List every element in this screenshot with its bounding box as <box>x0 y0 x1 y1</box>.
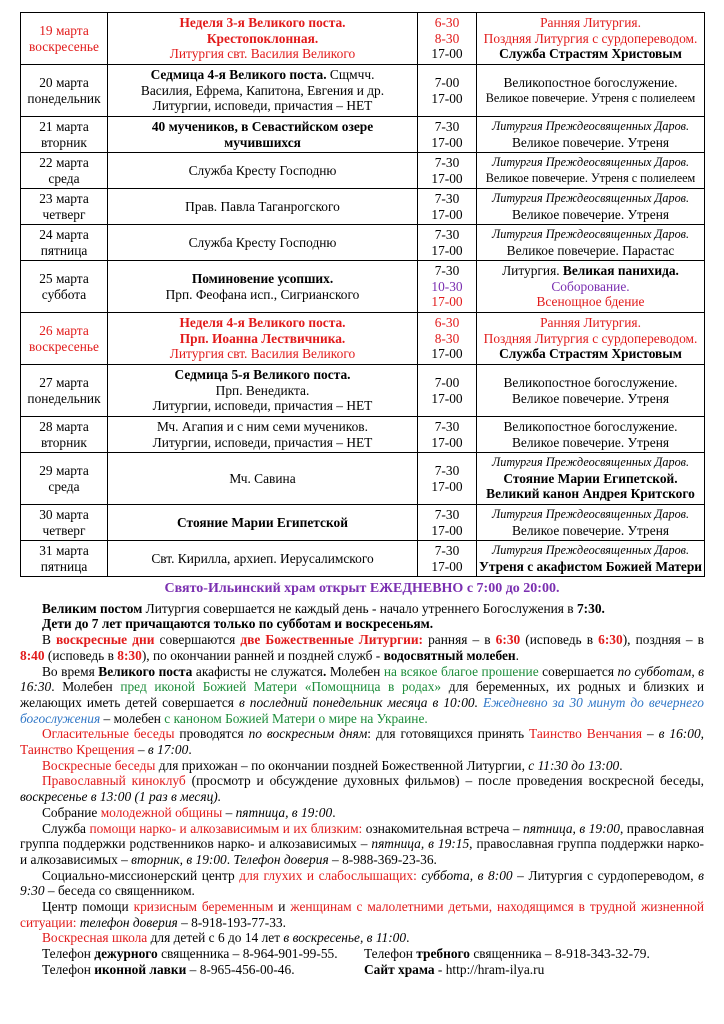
text-run: кризисным беременным <box>133 899 274 915</box>
text-run: в 9:30 <box>20 867 704 899</box>
service-cell <box>477 153 705 189</box>
service-line: Литургия Преждеосвященных Даров. <box>491 118 690 133</box>
announcement-paragraph <box>20 868 704 899</box>
feast-line: Литургия свт. Василия Великого <box>169 46 356 62</box>
schedule-row <box>21 117 705 153</box>
announcement-paragraph <box>20 616 704 632</box>
text-run: В <box>42 632 57 648</box>
text-run: Дети до 7 лет причащаются только по субботам и воскресеньям. <box>42 616 434 632</box>
service-line: Служба Страстям Христовым <box>499 46 682 62</box>
announcement-paragraph <box>20 726 704 757</box>
service-cell <box>477 365 705 417</box>
text-run: . <box>619 757 623 773</box>
date-line: 29 марта <box>39 462 89 478</box>
time-line: 8-30 <box>434 330 460 346</box>
date-line: среда <box>48 478 80 494</box>
time-line: 17-00 <box>431 242 463 258</box>
date-cell <box>21 505 108 541</box>
feast-line: Свт. Кирилла, архиеп. Иерусалимского <box>151 550 374 566</box>
text-run: , православная группа поддержки родственников нарко- и алкозависимых – <box>20 820 705 852</box>
date-line: 25 марта <box>39 270 89 286</box>
text-run: для глухих и слабослышащих: <box>239 867 417 883</box>
date-line: 30 марта <box>39 506 89 522</box>
date-line: среда <box>48 170 80 186</box>
date-line: 20 марта <box>39 74 89 90</box>
feast-line: 40 мучеников, в Севастийском озере <box>151 118 374 134</box>
text-run: Ежедневно за 30 минут до вечернего богослужения <box>20 694 704 726</box>
text-run: воскресные дни <box>56 632 155 648</box>
feast-line: Неделя 4-я Великого поста. <box>179 315 346 331</box>
phone-duty-priest <box>20 946 364 962</box>
service-line: Великопостное богослужение. <box>503 374 678 390</box>
service-line: Стояние Марии Египетской. <box>503 470 678 486</box>
service-cell <box>477 453 705 505</box>
feast-cell <box>108 417 418 453</box>
service-line: Великое повечерие. Утреня <box>511 390 670 406</box>
schedule-row <box>21 453 705 505</box>
service-cell <box>477 189 705 225</box>
service-cell <box>477 117 705 153</box>
feast-line: Неделя 3-я Великого поста. <box>179 15 346 31</box>
text-run: Огласительные беседы <box>42 726 175 742</box>
feast-line: Стояние Марии Египетской <box>177 514 348 530</box>
time-line: 17-00 <box>431 90 463 106</box>
feast-line: Поминовение усопших. <box>191 270 334 286</box>
service-cell <box>477 13 705 65</box>
text-run: вторник, в 19:00 <box>131 851 227 867</box>
service-line: Литургия Преждеосвященных Даров. <box>491 506 690 521</box>
date-line: 22 марта <box>39 154 89 170</box>
feast-line-rest: Сщмчч. <box>326 67 375 83</box>
time-line: 7-00 <box>434 374 460 390</box>
text-run: 6:30 <box>495 632 521 648</box>
text-run: Служба <box>42 820 90 836</box>
schedule-row <box>21 153 705 189</box>
time-cell <box>418 65 477 117</box>
phones-row-1 <box>20 946 704 962</box>
text-run: – беседа со священником. <box>44 883 195 899</box>
announcement-paragraph <box>20 821 704 868</box>
text-run: Центр помощи <box>42 899 134 915</box>
feast-line: Прп. Иоанна Лествичника. <box>179 330 346 346</box>
text-run: Литургия совершается не каждый день - начало утреннего Богослужения в <box>142 600 577 616</box>
text-run: пятница, в 19:15 <box>371 836 470 852</box>
text-run: иконной лавки <box>94 961 187 977</box>
time-cell <box>418 117 477 153</box>
text-run: Таинство Венчания <box>529 726 643 742</box>
text-run: Телефон доверия <box>233 851 329 867</box>
announcements <box>20 601 704 946</box>
text-run: ранняя – в <box>423 632 496 648</box>
time-line: 17-00 <box>431 390 463 406</box>
service-line: Великое повечерие. Утреня с полиелеем <box>485 90 696 105</box>
schedule-row <box>21 261 705 313</box>
feast-cell <box>108 453 418 505</box>
date-line: 24 марта <box>39 226 89 242</box>
text-run: на всякое благое прошение <box>383 663 539 679</box>
text-run: женщинам с малолетними детьми, находящимся в трудной жизненной ситуации: <box>20 899 704 930</box>
feast-line: Седмица 5-я Великого поста. <box>174 367 351 383</box>
service-line: Ранняя Литургия. <box>540 315 641 331</box>
text-run: . <box>188 742 192 758</box>
date-cell <box>21 189 108 225</box>
feast-cell <box>108 225 418 261</box>
text-run: Во время <box>42 663 99 679</box>
text-run: священника – 8-918-343-32-79. <box>469 946 650 962</box>
text-run: совершаются <box>154 632 241 648</box>
date-cell <box>21 541 108 577</box>
date-cell <box>21 153 108 189</box>
date-line: воскресенье <box>29 338 99 354</box>
time-line: 17-00 <box>431 346 463 362</box>
time-line: 7-30 <box>434 263 460 279</box>
text-run: (просмотр и обсуждение духовных фильмов) – после проведения воскресной беседы, <box>185 773 704 789</box>
text-run: с каноном Божией Матери о мире на Украине. <box>164 710 428 726</box>
schedule-body <box>21 13 705 577</box>
service-line: Литургия Преждеосвященных Даров. <box>491 190 690 205</box>
date-cell <box>21 65 108 117</box>
time-cell <box>418 365 477 417</box>
time-line: 7-30 <box>434 118 460 134</box>
service-line: Великое повечерие. Парастас <box>506 242 675 258</box>
text-run: молодежной общины <box>100 804 223 820</box>
date-line: 28 марта <box>39 418 89 434</box>
text-run: – <box>134 742 148 758</box>
text-run: – Литургия с сурдопереводом, <box>512 867 699 883</box>
feast-line: Литургии, исповеди, причастия – НЕТ <box>152 98 373 114</box>
time-line: 8-30 <box>434 30 460 46</box>
phone-icon-shop <box>20 962 364 978</box>
date-cell <box>21 13 108 65</box>
text-run: проводятся <box>174 726 249 742</box>
text-run: . <box>226 851 234 867</box>
announcement-paragraph <box>20 758 704 774</box>
text-run: и <box>273 899 291 915</box>
time-cell <box>418 505 477 541</box>
text-run: – <box>642 726 659 742</box>
text-run: телефон доверия <box>79 914 178 930</box>
date-line: четверг <box>42 522 86 538</box>
text-run: две Божественные Литургии: <box>240 632 424 648</box>
schedule-row <box>21 505 705 541</box>
feast-cell <box>108 65 418 117</box>
text-run: Сайт храма <box>364 961 435 977</box>
service-line: Литургия Преждеосвященных Даров. <box>491 226 690 241</box>
time-line: 17-00 <box>431 434 463 450</box>
time-cell <box>418 261 477 313</box>
date-line: воскресенье <box>29 38 99 54</box>
date-line: четверг <box>42 206 86 222</box>
text-run: (исповедь в <box>520 632 599 648</box>
announcement-paragraph <box>20 899 704 930</box>
text-run: 8:40 <box>20 647 45 663</box>
time-cell <box>418 189 477 225</box>
feast-cell <box>108 505 418 541</box>
schedule-row <box>21 225 705 261</box>
text-run: требного <box>416 946 470 962</box>
feast-cell <box>108 189 418 225</box>
service-line: Великое повечерие. Утреня <box>511 206 670 222</box>
service-cell <box>477 313 705 365</box>
feast-cell <box>108 261 418 313</box>
text-run: по воскресным дням <box>248 726 368 742</box>
service-line: Утреня с акафистом Божией Матери <box>479 558 703 574</box>
service-line: Поздняя Литургия с сурдопереводом. <box>483 330 698 346</box>
time-line: 7-30 <box>434 506 460 522</box>
feast-cell <box>108 541 418 577</box>
date-cell <box>21 365 108 417</box>
text-run: дежурного <box>94 946 158 962</box>
text-run: . <box>406 930 410 946</box>
text-run: Собрание <box>42 804 101 820</box>
text-run: по субботам, в 16:30 <box>20 663 704 695</box>
text-run: . Молебен <box>51 679 121 695</box>
date-line: пятница <box>40 242 88 258</box>
announcement-paragraph <box>20 930 704 946</box>
feast-line: Литургии, исповеди, причастия – НЕТ <box>152 434 373 450</box>
feast-line: Литургии, исповеди, причастия – НЕТ <box>152 398 373 414</box>
schedule-page <box>20 12 704 978</box>
time-cell <box>418 13 477 65</box>
notes-section <box>20 581 704 978</box>
time-line: 17-00 <box>431 206 463 222</box>
date-cell <box>21 261 108 313</box>
text-run: совершается <box>538 663 618 679</box>
time-line: 7-30 <box>434 154 460 170</box>
date-line: 26 марта <box>39 322 89 338</box>
text-run: – 8-965-456-00-46. <box>186 961 295 977</box>
service-line: Служба Страстям Христовым <box>499 346 682 362</box>
time-line: 17-00 <box>431 558 463 574</box>
time-line: 7-30 <box>434 190 460 206</box>
date-line: 21 марта <box>39 118 89 134</box>
service-line: Поздняя Литургия с сурдопереводом. <box>483 30 698 46</box>
phones-row-2 <box>20 962 704 978</box>
time-line: 6-30 <box>434 15 460 31</box>
announcement-paragraph <box>20 805 704 821</box>
text-run: – <box>222 804 236 820</box>
feast-line: Литургия свт. Василия Великого <box>169 346 356 362</box>
text-run: 7:30. <box>576 600 605 616</box>
feast-line: Мч. Агапия и с ним семи мучеников. <box>157 418 368 434</box>
service-line: Литургия Преждеосвященных Даров. <box>491 154 690 169</box>
service-line-bold: Великая панихида. <box>562 263 679 279</box>
text-run: Социально-миссионерский центр <box>42 867 240 883</box>
text-run: священника – 8-964-901-99-55. <box>157 946 338 962</box>
schedule-row <box>21 65 705 117</box>
schedule-row <box>21 189 705 225</box>
text-run: для детей с 6 до 14 лет <box>147 930 284 946</box>
feast-cell <box>108 117 418 153</box>
feast-cell <box>108 365 418 417</box>
text-run: в последний понедельник месяца в 10:00. <box>238 694 478 710</box>
text-run: Воскресные беседы <box>42 757 156 773</box>
date-line: понедельник <box>27 90 101 106</box>
time-line: 7-30 <box>434 542 460 558</box>
schedule-row <box>21 365 705 417</box>
text-run: пятница, в 19:00 <box>523 820 620 836</box>
service-cell <box>477 261 705 313</box>
text-run: акафисты не служатся <box>192 663 323 679</box>
text-run: Таинство Крещения <box>20 742 135 758</box>
service-line: Всенощное бдение <box>536 294 645 310</box>
text-run: , православная группа поддержки нарко- и алкозависимых – <box>20 836 704 867</box>
text-run: в воскресенье, в 11:00 <box>283 930 407 946</box>
feast-line: Прав. Павла Таганрогского <box>185 198 340 214</box>
text-run: Православный киноклуб <box>42 773 186 789</box>
announcement-paragraph <box>20 773 704 804</box>
feast-line: Прп. Феофана исп., Сигрианского <box>165 286 360 302</box>
text-run: для прихожан – по окончании поздней Божественной Литургии, <box>155 757 529 773</box>
date-cell <box>21 225 108 261</box>
text-run: ознакомительная встреча – <box>362 820 524 836</box>
time-cell <box>418 313 477 365</box>
text-run: Великим постом <box>42 600 143 616</box>
text-run: (исповедь в <box>44 647 118 663</box>
text-run: помощи нарко- и алкозависимым и их близким: <box>89 820 363 836</box>
text-run: пред иконой Божией Матери «Помощница в родах» <box>120 679 442 695</box>
time-line: 17-00 <box>431 170 463 186</box>
schedule-row <box>21 13 705 65</box>
text-run: Телефон <box>42 961 95 977</box>
text-run: - http://hram-ilya.ru <box>434 961 545 977</box>
feast-line: Мч. Савина <box>229 470 296 486</box>
date-line: 23 марта <box>39 190 89 206</box>
announcement-paragraph <box>20 601 704 617</box>
text-run: Великого поста <box>98 663 193 679</box>
service-line: Великопостное богослужение. <box>503 74 678 90</box>
date-line: пятница <box>40 558 88 574</box>
feast-line: Василия, Ефрема, Капитона, Евгения и др. <box>140 82 385 98</box>
service-line: Ранняя Литургия. <box>540 15 641 31</box>
date-line: суббота <box>41 286 87 302</box>
feast-line: Прп. Венедикта. <box>215 382 310 398</box>
time-line: 6-30 <box>434 315 460 331</box>
feast-line-bold: Седмица 4-я Великого поста. <box>150 67 327 83</box>
text-run: – молебен <box>100 710 165 726</box>
text-run: ), по окончании ранней и поздней служб - <box>141 647 384 663</box>
feast-line <box>110 67 415 83</box>
time-cell <box>418 541 477 577</box>
service-line: Великопостное богослужение. <box>503 418 678 434</box>
feast-line: Крестопоклонная. <box>206 30 319 46</box>
text-run: : для готовящихся принять <box>367 726 530 742</box>
time-line: 17-00 <box>431 134 463 150</box>
time-line: 7-30 <box>434 462 460 478</box>
text-run: 6:30 <box>598 632 623 648</box>
date-cell <box>21 417 108 453</box>
service-cell <box>477 225 705 261</box>
date-line: 27 марта <box>39 374 89 390</box>
text-run: водосвятный молебен <box>383 647 516 663</box>
open-notice: Свято-Ильинский храм открыт ЕЖЕДНЕВНО с 7:00 до 20:00. <box>164 581 560 596</box>
feast-cell <box>108 13 418 65</box>
service-cell <box>477 65 705 117</box>
text-run: с 11:30 до 13:00 <box>528 757 620 773</box>
time-line: 17-00 <box>431 478 463 494</box>
service-line: Великое повечерие. Утреня с полиелеем <box>485 170 696 185</box>
service-line <box>479 263 702 279</box>
date-line: 31 марта <box>39 542 89 558</box>
text-run: Телефон <box>42 946 95 962</box>
schedule-table <box>20 12 705 577</box>
text-run: . <box>515 647 520 663</box>
service-line: Соборование. <box>551 278 630 294</box>
date-cell <box>21 117 108 153</box>
text-run: – 8-988-369-23-36. <box>328 851 437 867</box>
date-cell <box>21 453 108 505</box>
text-run: – 8-918-193-77-33. <box>177 914 286 930</box>
date-line: 19 марта <box>39 22 89 38</box>
schedule-row <box>21 417 705 453</box>
text-run: ), поздняя – в <box>622 632 704 648</box>
service-cell <box>477 417 705 453</box>
text-run: пятница, в 19:00 <box>235 804 333 820</box>
text-run: 8:30 <box>117 647 142 663</box>
time-cell <box>418 453 477 505</box>
text-run: , <box>700 726 705 742</box>
text-run: в 16:00 <box>658 726 701 742</box>
service-line: Великое повечерие. Утреня <box>511 134 670 150</box>
service-line: Великое повечерие. Утреня <box>511 522 670 538</box>
service-line: Великий канон Андрея Критского <box>486 486 695 502</box>
schedule-row <box>21 313 705 365</box>
feast-cell <box>108 313 418 365</box>
date-line: вторник <box>41 434 87 450</box>
date-line: вторник <box>41 134 87 150</box>
schedule-row <box>21 541 705 577</box>
announcement-paragraph <box>20 664 704 727</box>
service-cell <box>477 541 705 577</box>
time-cell <box>418 153 477 189</box>
text-run: . <box>332 804 336 820</box>
service-cell <box>477 505 705 541</box>
text-run: воскресенье в 13:00 (1 раз в месяц). <box>20 789 222 805</box>
date-line: понедельник <box>27 390 101 406</box>
text-run: . <box>322 663 327 679</box>
text-run: в 17:00 <box>147 742 189 758</box>
feast-line: Служба Кресту Господню <box>188 162 337 178</box>
service-line: Литургия Преждеосвященных Даров. <box>491 542 690 557</box>
time-line: 7-00 <box>434 74 460 90</box>
time-cell <box>418 417 477 453</box>
service-line-rest: Литургия. <box>502 263 563 279</box>
feast-cell <box>108 153 418 189</box>
time-line: 17-00 <box>431 46 463 62</box>
time-line: 7-30 <box>434 418 460 434</box>
service-line: Великое повечерие. Утреня <box>511 434 670 450</box>
time-line: 17-00 <box>431 294 463 310</box>
church-website <box>364 962 544 978</box>
feast-line: мучившихся <box>224 134 301 150</box>
time-line: 7-30 <box>434 226 460 242</box>
date-cell <box>21 313 108 365</box>
text-run: Молебен <box>326 663 384 679</box>
time-line: 10-30 <box>431 278 463 294</box>
time-cell <box>418 225 477 261</box>
service-line: Литургия Преждеосвященных Даров. <box>491 455 690 470</box>
announcement-paragraph <box>20 632 704 663</box>
feast-line: Служба Кресту Господню <box>188 234 337 250</box>
text-run: Телефон <box>364 946 417 962</box>
text-run: для беременных, их родных и близких и желающих иметь детей совершается <box>20 679 705 710</box>
time-line: 17-00 <box>431 522 463 538</box>
text-run: Воскресная школа <box>42 930 148 946</box>
phone-ritual-priest <box>364 946 650 962</box>
text-run: суббота, в 8:00 <box>421 867 513 883</box>
